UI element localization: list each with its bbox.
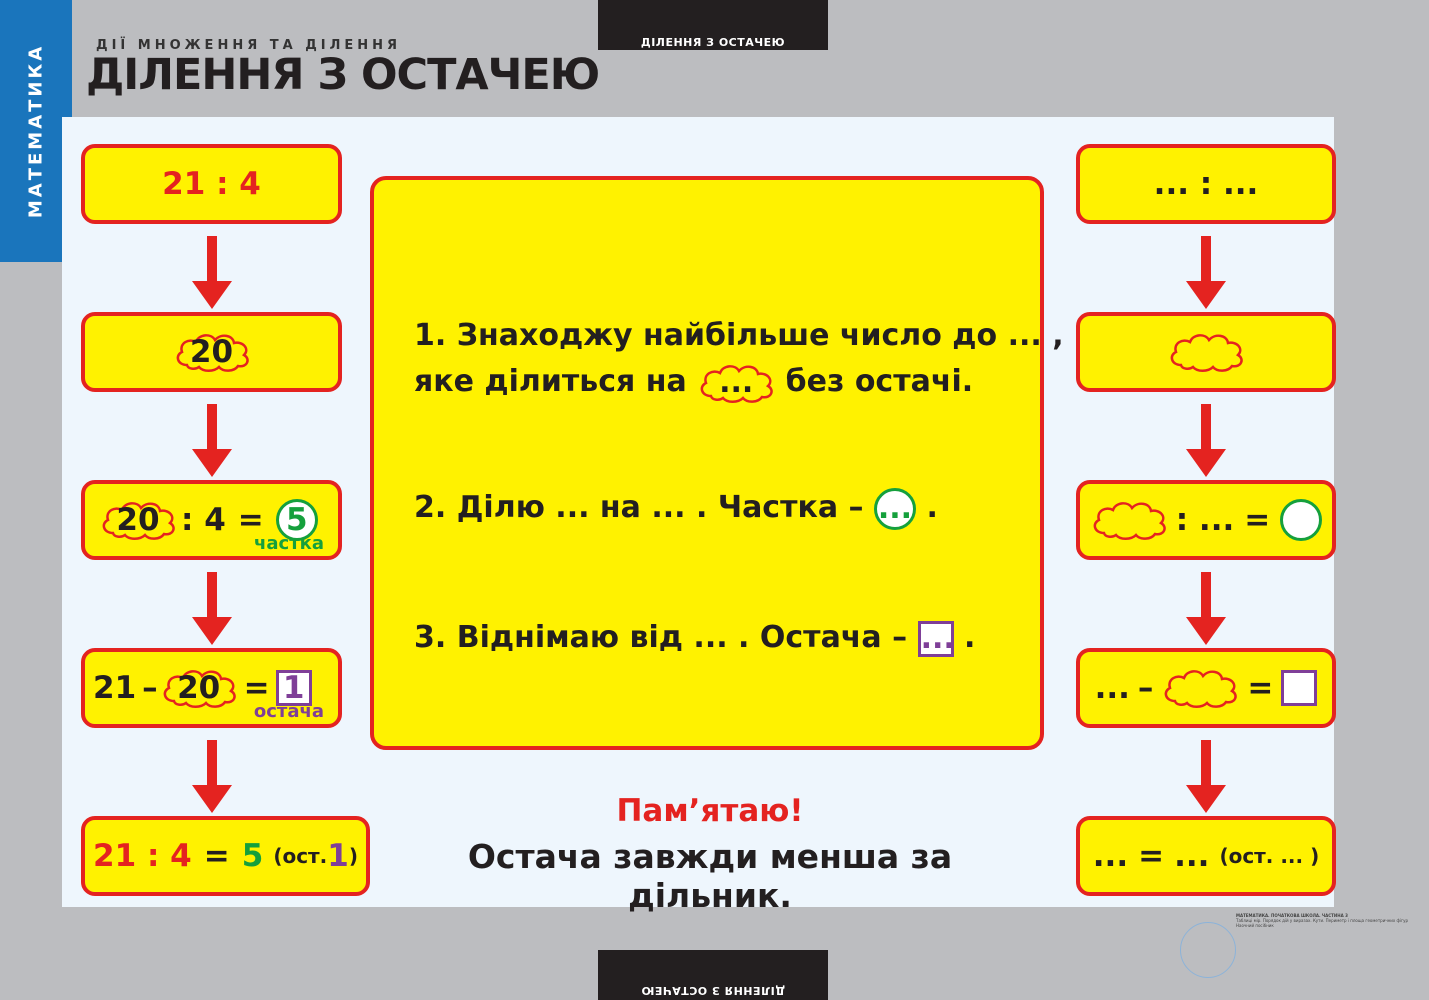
down-arrow-icon (1186, 236, 1226, 309)
cloud-icon (99, 499, 177, 541)
cloud-icon (160, 667, 238, 709)
bottom-tab: ДІЛЕННЯ З ОСТАЧЕЮ (598, 950, 828, 1000)
down-arrow-icon (192, 236, 232, 309)
step1-line1: 1. Знаходжу найбільше число до ... , (414, 318, 1064, 353)
equals-sign: = (1244, 502, 1271, 538)
imprint-line3: Наочний посібник (1236, 923, 1274, 928)
cloud-dots: ... (719, 364, 754, 400)
divisor: 4 (239, 166, 261, 202)
template-remainder: (ост. ... ) (1219, 844, 1320, 868)
equals-sign: = (237, 502, 264, 538)
remainder-close: ) (348, 844, 358, 868)
quotient: 5 (241, 838, 264, 874)
divide-sign: : (216, 166, 229, 202)
remainder-label: остача (253, 701, 324, 722)
cloud-number: 20 (177, 670, 221, 706)
subject-label: МАТЕМАТИКА (25, 43, 47, 219)
down-arrow-icon (1186, 404, 1226, 477)
left-step5-box (81, 816, 370, 896)
step2-line (414, 486, 938, 530)
quotient-circle: ... (874, 488, 916, 530)
template-dividend: ... (1092, 838, 1129, 874)
cloud-icon (1161, 667, 1239, 709)
template-quotient: ... (1174, 838, 1210, 874)
step1-end: без остачі. (785, 364, 974, 399)
imprint-line2: Таблиці мір. Порядок дій у виразах. Кути. Периметр і площа геометричних фігур (1236, 918, 1409, 923)
down-arrow-icon (192, 740, 232, 813)
divide-part: : ... (1175, 502, 1235, 538)
minus-sign: – (142, 670, 158, 706)
imprint-line1: МАТЕМАТИКА. ПОЧАТКОВА ШКОЛА. ЧАСТИНА 3 (1236, 913, 1348, 918)
quotient-circle (1280, 499, 1322, 541)
cloud-icon (697, 362, 775, 404)
divide-sign: : (146, 838, 160, 874)
page-subtitle: ДІЇ МНОЖЕННЯ ТА ДІЛЕННЯ (96, 38, 402, 53)
divisor: 4 (170, 838, 192, 874)
remainder-open: (ост. (273, 844, 328, 868)
remember-rule: Остача завжди менша за дільник. (467, 837, 953, 915)
step2-text: 2. Ділю ... на ... . Частка – (414, 490, 864, 525)
down-arrow-icon (1186, 740, 1226, 813)
quotient-label: частка (254, 533, 324, 554)
cloud-icon (173, 331, 251, 373)
cloud-number: 20 (189, 334, 234, 370)
equals-sign: = (1247, 670, 1274, 706)
template-division: ... : ... (1153, 166, 1259, 202)
minus-sign: – (1137, 670, 1154, 706)
dividend: 21 (162, 166, 206, 202)
right-step3-box (1076, 480, 1336, 560)
remainder-square (1281, 670, 1317, 706)
divide-part: : 4 (181, 502, 226, 538)
cloud-icon (1090, 499, 1168, 541)
remember-title: Пам’ятаю! (616, 793, 804, 829)
left-step4-box (81, 648, 342, 728)
step3-text: 3. Віднімаю від ... . Остача – (414, 620, 908, 655)
quotient-circle: 5 (276, 499, 318, 541)
down-arrow-icon (192, 572, 232, 645)
right-step5-box (1076, 816, 1336, 896)
top-tab: ДІЛЕННЯ З ОСТАЧЕЮ (598, 0, 828, 50)
page-title: ДІЛЕННЯ З ОСТАЧЕЮ (86, 50, 600, 100)
equals-sign: = (203, 838, 230, 874)
step1-line2 (414, 360, 973, 404)
cloud-number: 20 (116, 502, 160, 538)
down-arrow-icon (1186, 572, 1226, 645)
equals-sign: = (1138, 838, 1165, 874)
step2-end: . (926, 490, 938, 525)
publisher-logo-icon (1180, 922, 1236, 978)
step1-text: яке ділиться на (414, 364, 687, 399)
algorithm-panel (370, 176, 1064, 750)
cloud-icon (1167, 331, 1245, 373)
remainder-square: 1 (276, 670, 312, 706)
remainder-value: 1 (327, 838, 349, 874)
imprint (1236, 913, 1416, 928)
right-step4-box (1076, 648, 1336, 728)
left-step3-box (81, 480, 342, 560)
left-step2-box (81, 312, 342, 392)
dividend: 21 (93, 838, 137, 874)
minuend: ... (1094, 670, 1130, 706)
right-step1-box (1076, 144, 1336, 224)
step3-end: . (964, 620, 976, 655)
equals-sign: = (243, 670, 270, 706)
down-arrow-icon (192, 404, 232, 477)
right-step2-box (1076, 312, 1336, 392)
step3-line (414, 616, 975, 660)
remainder-square: ... (918, 621, 954, 657)
minuend: 21 (93, 670, 137, 706)
left-step1-box (81, 144, 342, 224)
